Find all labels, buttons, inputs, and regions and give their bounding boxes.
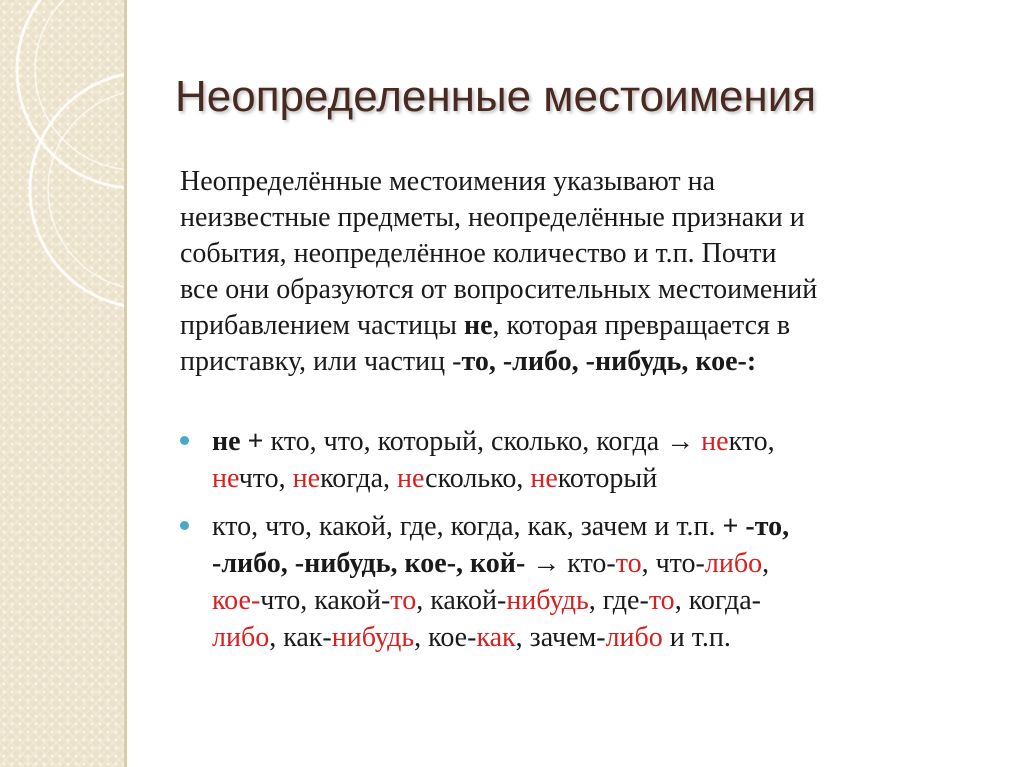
slide-title: Неопределенные местоимения — [175, 72, 817, 121]
particle-ne: не — [463, 310, 493, 341]
intro-line: все они образуются от вопросительных местоимений — [180, 274, 818, 305]
text: что, — [238, 463, 293, 494]
bullet-line — [212, 619, 1010, 656]
text: кто, что, который, сколько, когда → — [263, 426, 702, 457]
highlight: как — [476, 622, 516, 653]
sidebar-divider — [124, 0, 127, 767]
highlight: нибудь — [506, 585, 589, 616]
decorative-circles — [0, 0, 124, 767]
highlight: не — [701, 426, 729, 457]
bullet-line — [212, 545, 1010, 582]
decorative-sidebar — [0, 0, 124, 767]
text: и т.п. — [662, 622, 731, 653]
bullet-line — [212, 508, 1010, 545]
text: прибавлением частицы — [180, 310, 464, 341]
ne-plus: не + — [212, 426, 264, 457]
text: приставку, или частиц - — [180, 346, 462, 377]
bullet-list — [180, 423, 1010, 667]
highlight: либо — [605, 622, 663, 653]
highlight: либо — [704, 548, 763, 579]
highlight: либо — [212, 622, 270, 653]
text: когда, — [320, 463, 398, 494]
highlight: нибудь — [331, 622, 415, 653]
bullet-dot-icon — [180, 436, 189, 445]
text: кто, — [728, 426, 775, 457]
highlight: то — [615, 548, 642, 579]
bullet-line — [212, 582, 1010, 619]
intro-line — [180, 308, 1010, 344]
text: , что- — [641, 548, 705, 579]
text: , кое- — [414, 622, 477, 653]
particles-list: то, -либо, -нибудь, кое-: — [461, 346, 757, 377]
highlight: не — [212, 463, 239, 494]
highlight: не — [397, 463, 426, 494]
intro-line: события, неопределённое количество и т.п. Почти — [180, 238, 777, 269]
text: , как- — [269, 622, 332, 653]
highlight: не — [530, 463, 558, 494]
intro-paragraph — [180, 164, 1010, 380]
text: , — [762, 548, 770, 579]
text: , когда- — [674, 585, 761, 616]
bullet-item-particles — [180, 508, 1010, 656]
text: кто, что, какой, где, когда, как, зачем и т.п. — [212, 511, 723, 542]
highlight: не — [292, 463, 321, 494]
bullet-dot-icon — [180, 521, 189, 530]
intro-line: неизвестные предметы, неопределённые признаки и — [180, 202, 805, 233]
text: сколько, — [425, 463, 531, 494]
text: , зачем- — [515, 622, 606, 653]
text: , какой- — [416, 585, 507, 616]
text: → кто- — [525, 548, 616, 579]
bullet-line — [212, 460, 1010, 497]
text: , где- — [588, 585, 649, 616]
plus-to: + -то, — [722, 511, 790, 542]
bullet-line — [212, 423, 1010, 460]
text: который — [557, 463, 658, 494]
text: что, какой- — [260, 585, 391, 616]
text: , которая превращается в — [492, 310, 791, 341]
intro-line — [180, 344, 1010, 380]
highlight: то — [390, 585, 417, 616]
highlight: то — [648, 585, 675, 616]
bullet-item-ne — [180, 423, 1010, 497]
particles: -либо, -нибудь, кое-, кой- — [212, 548, 526, 579]
intro-line: Неопределённые местоимения указывают на — [180, 166, 716, 197]
highlight: кое- — [212, 585, 261, 616]
